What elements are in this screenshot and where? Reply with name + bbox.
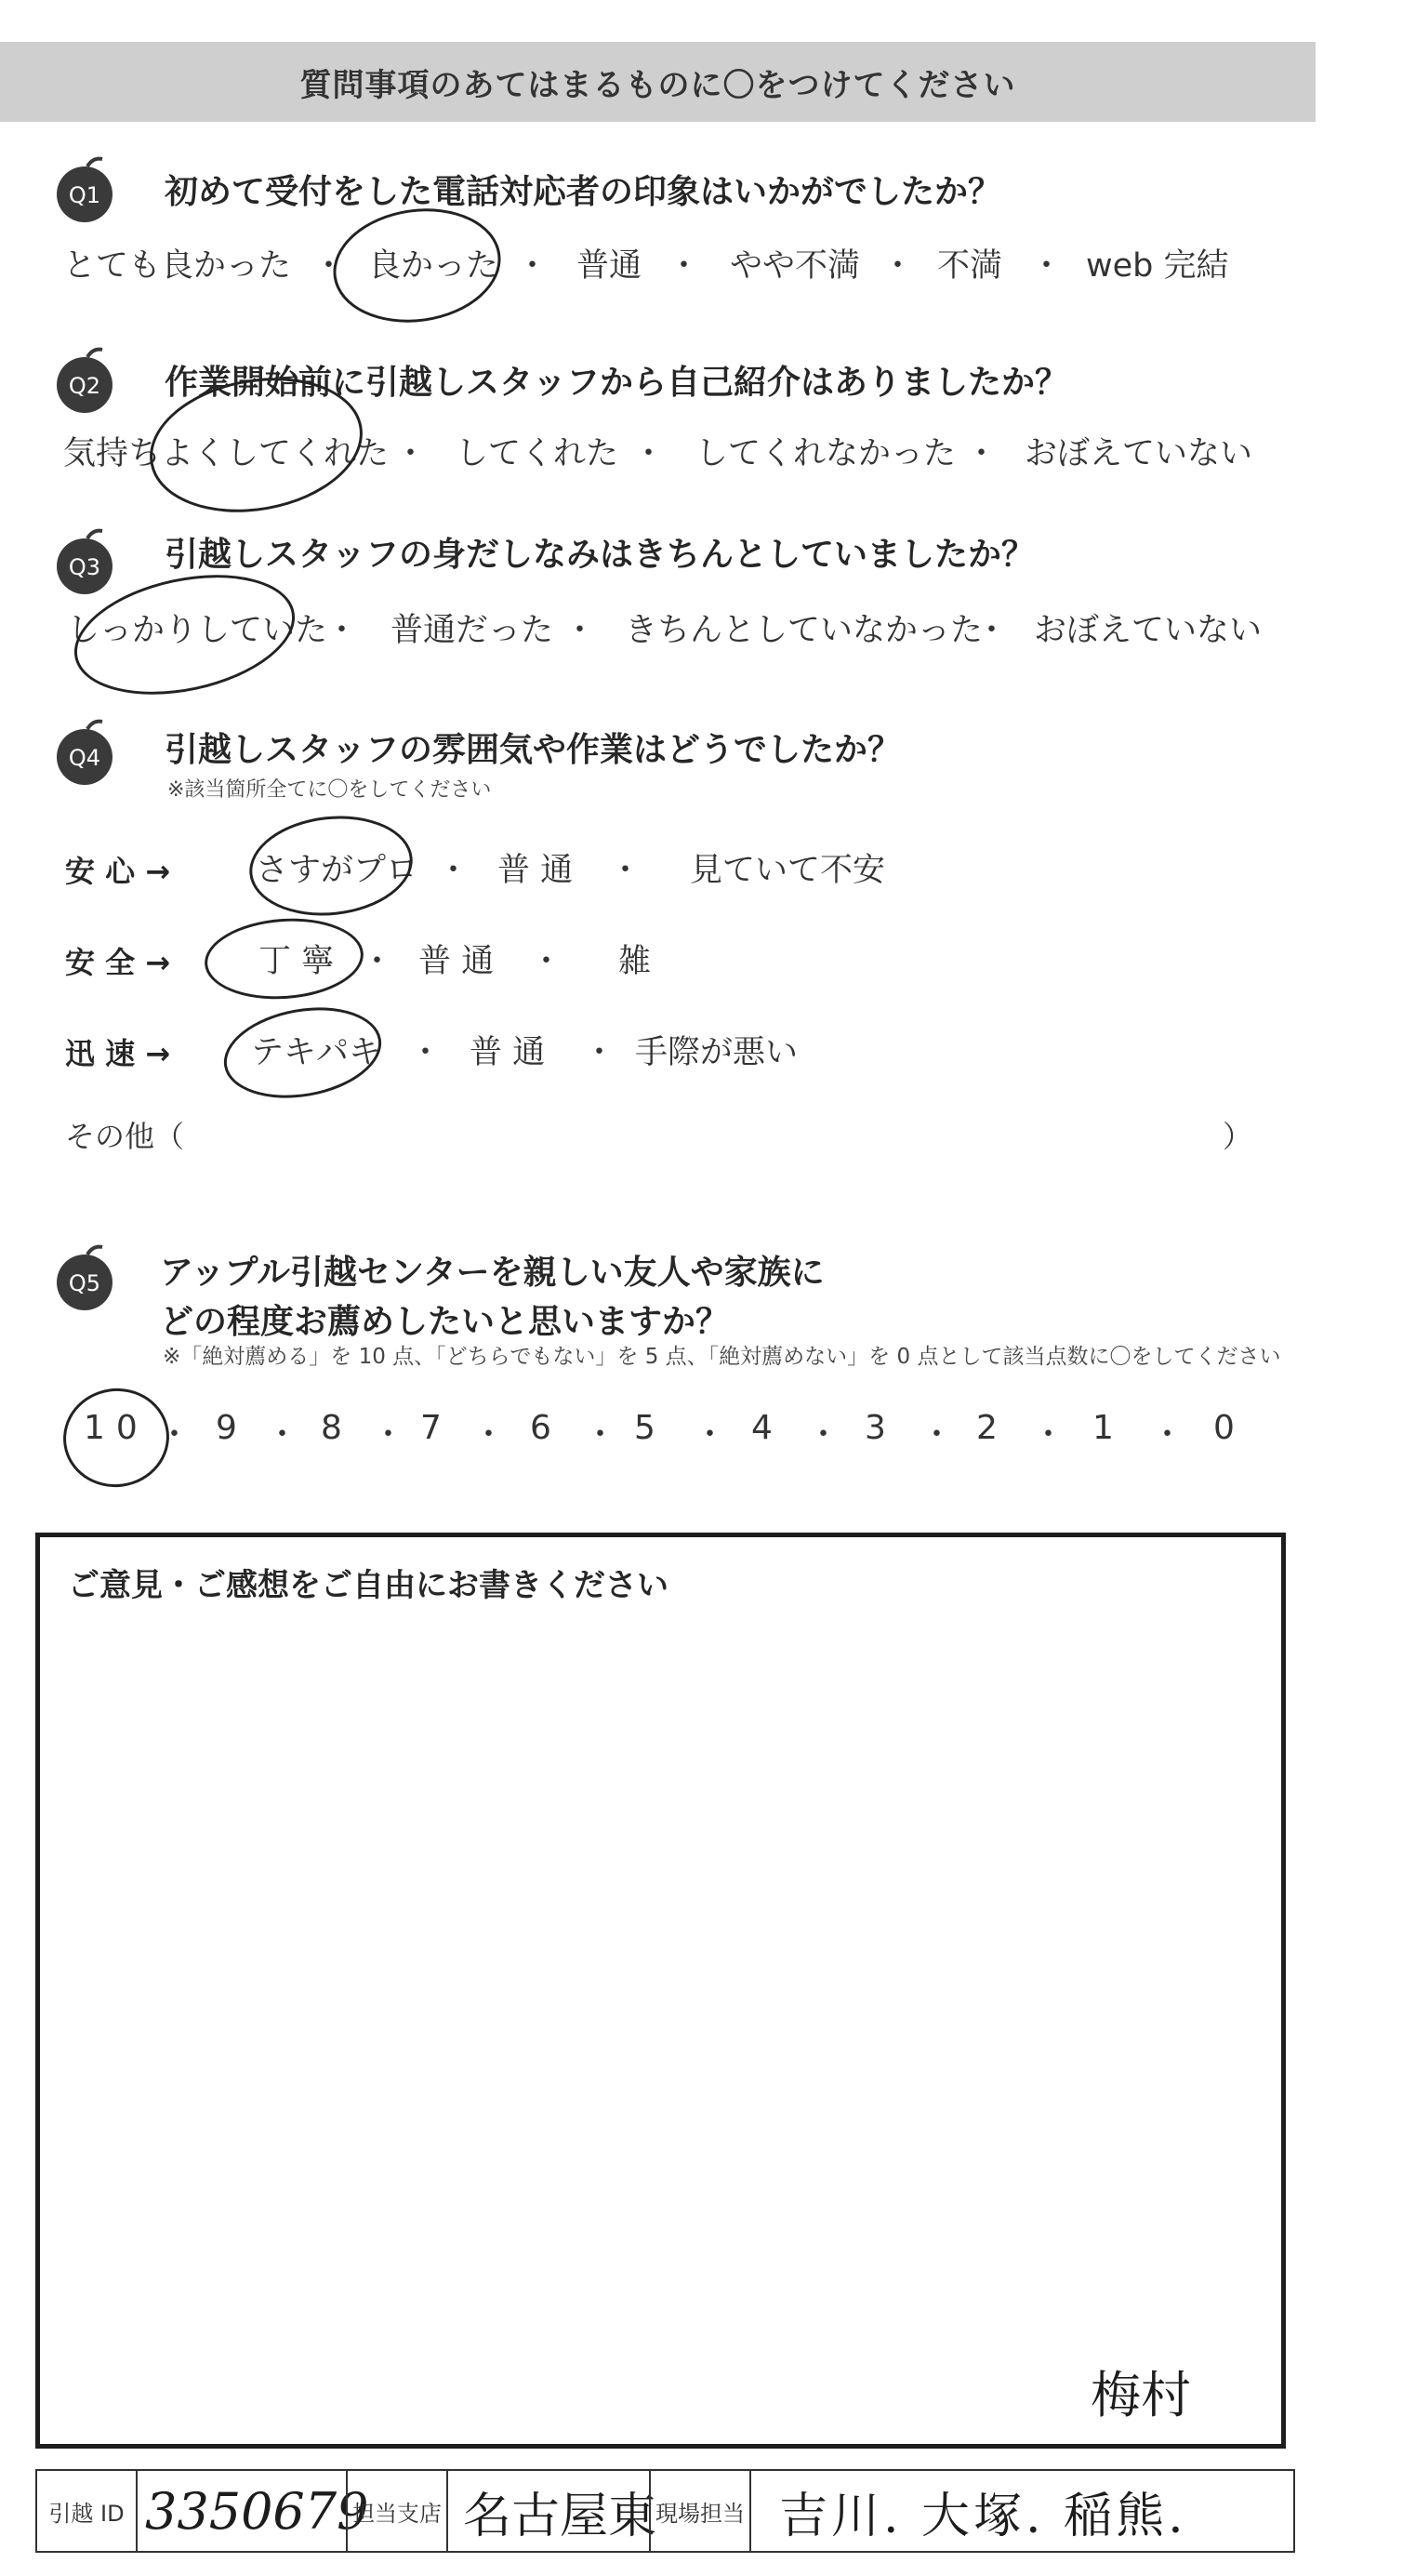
- q5-note: ※「絶対薦める」を 10 点、「どちらでもない」を 5 点、「絶対薦めない」を 0 点として該当点数に〇をしてください: [163, 1345, 1281, 1369]
- footer-staff-label-cell: [649, 2469, 751, 2553]
- q4-question: 引越しスタッフの雰囲気や作業はどうでしたか？: [165, 731, 902, 769]
- q4-badge-icon: [48, 716, 121, 792]
- q4-row-label: 迅 速 →: [65, 1036, 171, 1071]
- q4-row-anshin: 安 心 → さすがプロ ・ 普 通 ・ 見ていて不安: [65, 848, 1181, 895]
- q4-option[interactable]: テキパキ: [251, 1034, 382, 1071]
- q1-question: 初めて受付をした電話対応者の印象はいかがでしたか？: [165, 173, 1002, 211]
- q4-other-label: その他（: [65, 1119, 185, 1154]
- q4-anzen-selection-circle: [202, 913, 366, 1004]
- q5-score-4[interactable]: 4: [751, 1409, 773, 1447]
- q4-option[interactable]: さすがプロ: [256, 852, 419, 889]
- q4-row-label: 安 全 →: [65, 945, 171, 980]
- q2-option-4[interactable]: おぼえていない: [1025, 435, 1253, 472]
- footer-id-label: 引越 ID: [48, 2500, 125, 2527]
- q3-badge-icon: [48, 525, 121, 602]
- q3-question: 引越しスタッフの身だしなみはきちんとしていましたか？: [165, 536, 1036, 574]
- q1-option-3[interactable]: 普通: [576, 247, 642, 285]
- comments-title: ご意見・ご感想をご自由にお書きください: [68, 1567, 668, 1604]
- q5-score-6[interactable]: 6: [530, 1409, 551, 1447]
- q4-other-close: ）: [1223, 1119, 1253, 1154]
- instruction-header: [0, 42, 1316, 122]
- footer-branch-value-cell: [446, 2469, 657, 2553]
- svg-text:Q4: Q4: [68, 745, 101, 771]
- svg-text:Q5: Q5: [68, 1270, 101, 1296]
- q5-score-0[interactable]: 0: [1213, 1409, 1235, 1447]
- q5-selection-circle: [57, 1382, 176, 1494]
- q1-option-2[interactable]: 良かった: [368, 247, 499, 285]
- footer-staff-label: 現場担当: [655, 2500, 745, 2527]
- footer-staff-value: 吉川. 大塚. 稲熊.: [779, 2488, 1187, 2544]
- footer-branch-label: 担当支店: [352, 2500, 442, 2527]
- q5-score-8[interactable]: 8: [321, 1409, 342, 1447]
- q4-option[interactable]: 手際が悪い: [635, 1034, 799, 1071]
- q4-option[interactable]: 雑: [618, 943, 652, 980]
- q2-question: 作業開始前に引越しスタッフから自己紹介はありましたか？: [165, 364, 1069, 402]
- footer-branch-label-cell: [346, 2469, 448, 2553]
- q5-score-5[interactable]: 5: [634, 1409, 655, 1447]
- q1-option-4[interactable]: やや不満: [730, 247, 861, 285]
- q1-options: とても良かった ・ 良かった ・ 普通 ・ やや不満 ・ 不満 ・ web 完結: [63, 240, 1272, 286]
- q3-option-1[interactable]: しっかりしていた: [67, 612, 328, 649]
- q4-option[interactable]: 普 通: [418, 943, 495, 980]
- q2-options: 気持ちよくしてくれた ・ してくれた ・ してくれなかった ・ おぼえていない: [63, 428, 1272, 474]
- q4-row-label: 安 心 →: [65, 854, 171, 889]
- q5-badge-icon: [48, 1242, 121, 1318]
- svg-text:Q1: Q1: [68, 182, 101, 208]
- footer-id-value: 3350679: [145, 2481, 369, 2541]
- q4-jinsoku-selection-circle: [217, 996, 389, 1109]
- q5-score-scale: 10 ・ 9 ・ 8 ・ 7 ・ 6 ・ 5 ・ 4 ・ 3 ・ 2 ・ 1 ・ 0: [84, 1409, 1235, 1454]
- q2-option-1[interactable]: 気持ちよくしてくれた: [63, 435, 390, 472]
- q3-options: しっかりしていた ・ 普通だった ・ きちんとしていなかった ・ おぼえていない: [67, 604, 1276, 651]
- q4-other: [65, 1113, 1274, 1160]
- footer-table: [35, 2469, 1295, 2553]
- q5-score-1[interactable]: 1: [1092, 1409, 1114, 1447]
- svg-text:Q2: Q2: [68, 373, 101, 399]
- q1-option-1[interactable]: とても良かった: [63, 247, 292, 285]
- q4-row-jinsoku: 迅 速 → テキパキ ・ 普 通 ・ 手際が悪い: [65, 1030, 1181, 1077]
- q5-score-7[interactable]: 7: [420, 1409, 442, 1447]
- svg-text:Q3: Q3: [68, 554, 101, 580]
- footer-staff-value-cell: [749, 2469, 1295, 2553]
- q1-selection-circle: [325, 198, 508, 333]
- q2-option-3[interactable]: してくれなかった: [695, 435, 957, 472]
- q5-question-line1: アップル引越センターを親しい友人や家族に: [160, 1254, 825, 1292]
- q1-badge-icon: [48, 153, 121, 230]
- q3-option-4[interactable]: おぼえていない: [1034, 612, 1263, 649]
- q3-option-2[interactable]: 普通だった: [390, 612, 554, 649]
- q4-option[interactable]: 普 通: [470, 1034, 546, 1071]
- q5-score-3[interactable]: 3: [865, 1409, 886, 1447]
- q5-score-2[interactable]: 2: [976, 1409, 998, 1447]
- q1-option-6[interactable]: web 完結: [1086, 247, 1229, 285]
- q2-option-2[interactable]: してくれた: [456, 435, 619, 472]
- q5-score-10[interactable]: 10: [84, 1409, 149, 1447]
- q4-option[interactable]: 丁 寧: [258, 943, 335, 980]
- q4-row-anzen: 安 全 → 丁 寧 ・ 普 通 ・ 雑: [65, 939, 1181, 986]
- q1-option-5[interactable]: 不満: [937, 247, 1003, 285]
- q4-note: ※該当箇所全てに〇をしてください: [167, 778, 492, 802]
- comments-signature: 梅村: [1091, 2366, 1191, 2424]
- footer-branch-value: 名古屋東: [463, 2488, 657, 2544]
- comments-box[interactable]: [35, 1533, 1286, 2449]
- q5-score-9[interactable]: 9: [216, 1409, 237, 1447]
- q2-badge-icon: [48, 344, 121, 420]
- q5-question-line2: どの程度お薦めしたいと思いますか？: [160, 1303, 730, 1341]
- q4-option[interactable]: 見ていて不安: [690, 852, 886, 889]
- footer-id-label-cell: [35, 2469, 138, 2553]
- instruction-title: 質問事項のあてはまるものに〇をつけてください: [299, 66, 1016, 104]
- q4-option[interactable]: 普 通: [497, 852, 574, 889]
- footer-id-value-cell: [136, 2469, 369, 2553]
- q4-anshin-selection-circle: [245, 808, 417, 923]
- q3-option-3[interactable]: きちんとしていなかった: [625, 612, 984, 649]
